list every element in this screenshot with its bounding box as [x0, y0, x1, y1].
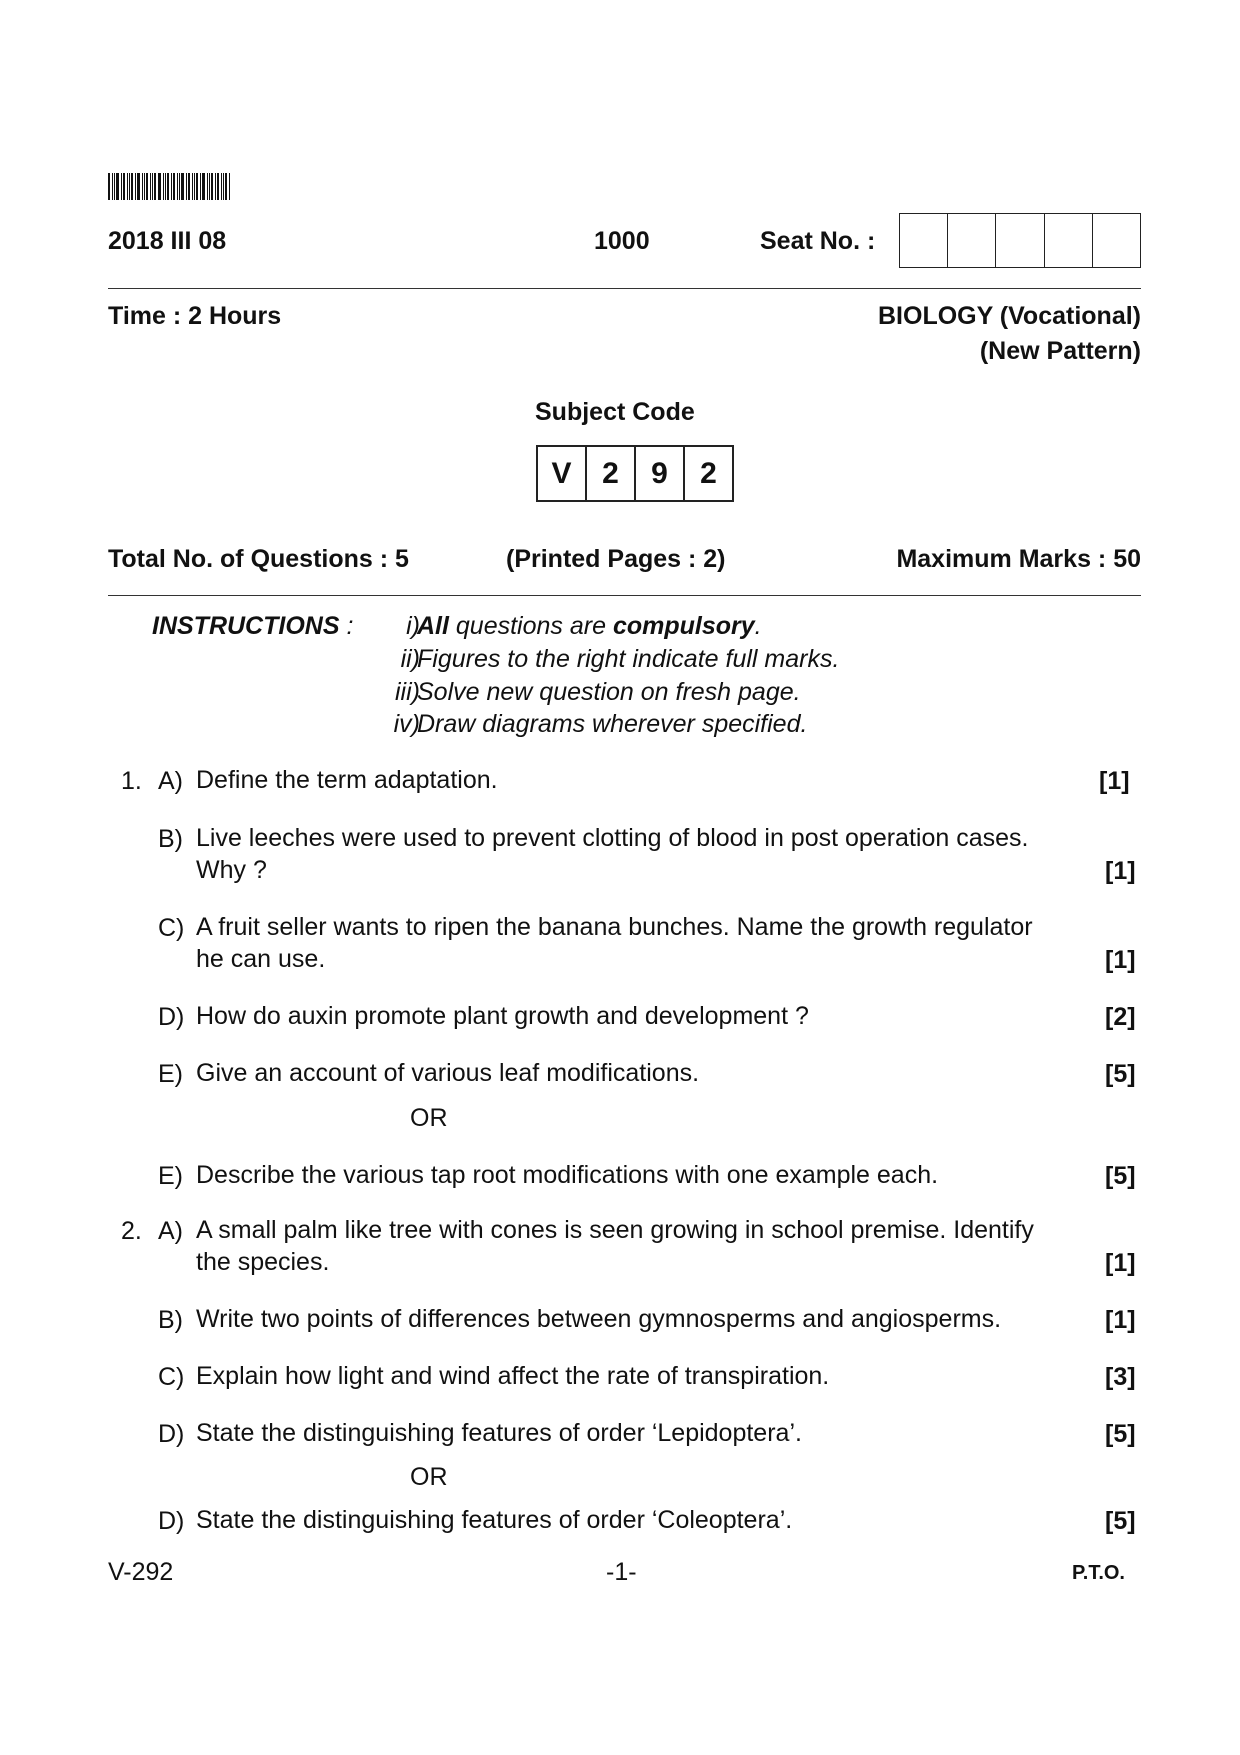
barcode-stripe — [202, 173, 205, 200]
sub-question-text-continued: Why ? — [196, 856, 267, 884]
barcode-stripe — [129, 173, 130, 200]
barcode-stripe — [181, 173, 184, 200]
marks: [1] — [1105, 946, 1136, 974]
barcode-stripe — [165, 173, 166, 200]
printed-pages: (Printed Pages : 2) — [506, 545, 726, 573]
page-number: -1- — [606, 1558, 637, 1586]
subject-code-char: 9 — [636, 447, 685, 500]
seat-number-box — [900, 214, 948, 267]
instruction-item: Figures to the right indicate full marks. — [417, 645, 840, 673]
instruction-text: . — [754, 612, 762, 640]
instruction-number: iv) — [393, 710, 420, 738]
barcode-stripe — [116, 173, 119, 200]
sub-question-text-continued: the species. — [196, 1248, 330, 1276]
sub-question-text: Explain how light and wind affect the rate of transpiration. — [196, 1362, 830, 1390]
barcode-stripe — [194, 173, 195, 200]
instruction-emphasis: compulsory — [612, 612, 755, 640]
sub-question-letter: A) — [158, 1217, 183, 1245]
footer-paper-code: V-292 — [108, 1558, 174, 1586]
sub-question-text: Live leeches were used to prevent clotting of blood in post operation cases. — [196, 824, 1029, 852]
sub-question-text: Give an account of various leaf modifications. — [196, 1059, 700, 1087]
sub-question-letter: B) — [158, 825, 183, 853]
marks: [2] — [1105, 1003, 1136, 1031]
sub-question-text: Define the term adaptation. — [196, 766, 498, 794]
seat-number-box — [996, 214, 1044, 267]
seat-number-label: Seat No. : — [760, 227, 876, 255]
barcode-stripe — [171, 173, 172, 200]
sub-question-text: State the distinguishing features of order ‘Lepidoptera’. — [196, 1419, 802, 1447]
barcode-stripe — [179, 173, 180, 200]
sub-question-text: How do auxin promote plant growth and development ? — [196, 1002, 809, 1030]
question-number: 1. — [121, 767, 142, 795]
barcode-stripe — [144, 173, 145, 200]
sub-question-letter: D) — [158, 1003, 185, 1031]
seat-number-boxes — [899, 213, 1141, 268]
barcode-stripe — [196, 173, 198, 200]
header-divider — [108, 288, 1141, 289]
time-allowed: Time : 2 Hours — [108, 302, 282, 330]
sub-question-letter: C) — [158, 1363, 185, 1391]
barcode-stripe — [163, 173, 164, 200]
barcode-stripe — [225, 173, 227, 200]
seat-number-box — [1045, 214, 1093, 267]
barcode-image — [108, 173, 250, 200]
instruction-text: questions are — [448, 612, 613, 640]
barcode-stripe — [207, 173, 208, 200]
subject-code-char: 2 — [587, 447, 636, 500]
barcode-stripe — [177, 173, 178, 200]
barcode-stripe — [108, 173, 110, 200]
barcode-stripe — [154, 173, 156, 200]
barcode-stripe — [150, 173, 151, 200]
sub-question-text: A small palm like tree with cones is seen growing in school premise. Identify — [196, 1216, 1034, 1244]
instruction-number: ii) — [400, 645, 420, 673]
subject-code-boxes — [536, 445, 734, 502]
or-separator: OR — [410, 1104, 448, 1132]
sub-question-letter: B) — [158, 1306, 183, 1334]
barcode-stripe — [215, 173, 216, 200]
instructions-divider — [108, 595, 1141, 596]
instruction-item: Solve new question on fresh page. — [417, 678, 801, 706]
barcode-stripe — [135, 173, 136, 200]
barcode-stripe — [167, 173, 169, 200]
barcode-stripe — [229, 173, 230, 200]
sub-question-text: State the distinguishing features of order ‘Coleoptera’. — [196, 1506, 793, 1534]
marks: [1] — [1099, 767, 1130, 795]
barcode-stripe — [112, 173, 113, 200]
total-questions: Total No. of Questions : 5 — [108, 545, 409, 573]
marks: [5] — [1105, 1420, 1136, 1448]
barcode-stripe — [186, 173, 187, 200]
subject-code-char: V — [538, 447, 587, 500]
barcode-stripe — [192, 173, 193, 200]
question-number: 2. — [121, 1217, 142, 1245]
sub-question-letter: C) — [158, 914, 185, 942]
sub-question-letter: D) — [158, 1420, 185, 1448]
seat-number-box — [1093, 214, 1140, 267]
subject-title: BIOLOGY (Vocational) — [878, 302, 1141, 330]
sub-question-text: Describe the various tap root modifications with one example each. — [196, 1161, 939, 1189]
exam-code: 2018 III 08 — [108, 227, 227, 255]
barcode-stripe — [217, 173, 219, 200]
please-turn-over: P.T.O. — [1072, 1562, 1125, 1584]
or-separator: OR — [410, 1463, 448, 1491]
barcode-stripe — [211, 173, 213, 200]
barcode-stripe — [127, 173, 128, 200]
instructions-heading: INSTRUCTIONS : — [152, 612, 354, 640]
barcode-stripe — [137, 173, 140, 200]
instruction-emphasis: All — [417, 612, 449, 640]
barcode-stripe — [200, 173, 201, 200]
barcode-stripe — [223, 173, 224, 200]
barcode-stripe — [173, 173, 175, 200]
barcode-stripe — [131, 173, 133, 200]
instruction-number: iii) — [395, 678, 420, 706]
subject-code-label: Subject Code — [535, 398, 695, 426]
marks: [5] — [1105, 1060, 1136, 1088]
sub-question-letter: E) — [158, 1162, 183, 1190]
maximum-marks: Maximum Marks : 50 — [896, 545, 1141, 573]
instructions-label: INSTRUCTIONS — [152, 612, 340, 640]
barcode-stripe — [114, 173, 115, 200]
subject-code-char: 2 — [700, 456, 717, 490]
sub-question-text-continued: he can use. — [196, 945, 326, 973]
barcode-stripe — [221, 173, 222, 200]
instruction-number: i) — [406, 612, 420, 640]
sub-question-letter: A) — [158, 767, 183, 795]
instruction-item — [417, 612, 762, 641]
sub-question-letter: E) — [158, 1060, 183, 1088]
sub-question-letter: D) — [158, 1507, 185, 1535]
subject-pattern: (New Pattern) — [979, 337, 1141, 365]
barcode-stripe — [188, 173, 190, 200]
marks: [5] — [1105, 1162, 1136, 1190]
marks: [5] — [1105, 1507, 1136, 1535]
barcode-stripe — [146, 173, 148, 200]
sub-question-text: A fruit seller wants to ripen the banana bunches. Name the growth regulator — [196, 913, 1033, 941]
marks: [1] — [1105, 1249, 1136, 1277]
seat-number-box — [948, 214, 996, 267]
marks: [3] — [1105, 1363, 1136, 1391]
instruction-item: Draw diagrams wherever specified. — [417, 710, 808, 738]
barcode-stripe — [142, 173, 143, 200]
marks: [1] — [1105, 857, 1136, 885]
barcode-stripe — [123, 173, 125, 200]
marks: [1] — [1105, 1306, 1136, 1334]
barcode-stripe — [152, 173, 153, 200]
barcode-stripe — [158, 173, 161, 200]
barcode-stripe — [209, 173, 210, 200]
barcode-stripe — [121, 173, 122, 200]
sub-question-text: Write two points of differences between gymnosperms and angiosperms. — [196, 1305, 1002, 1333]
question-paper-count: 1000 — [594, 227, 650, 255]
